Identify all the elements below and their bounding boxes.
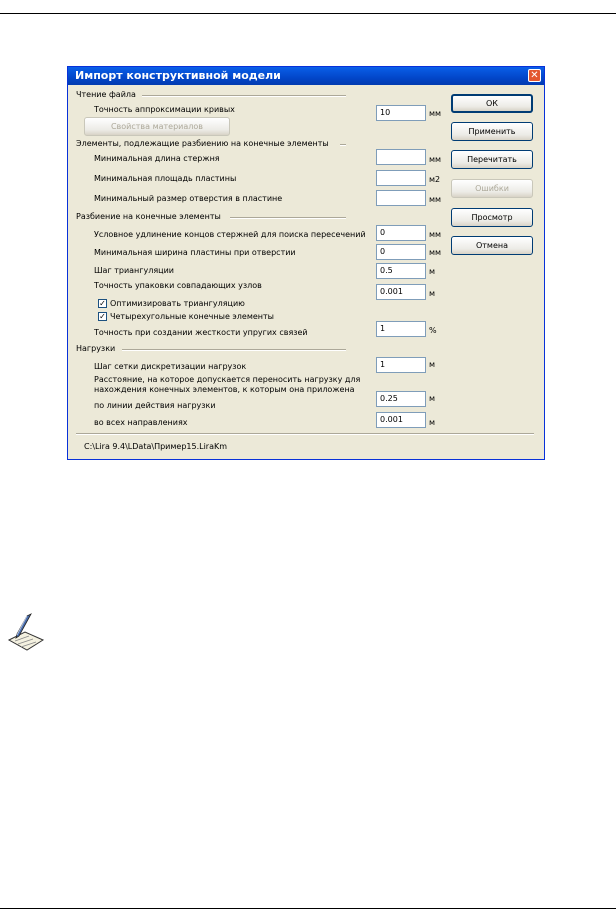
group-header-fe-split: Разбиение на конечные элементы bbox=[76, 212, 221, 221]
quad-elements-label: Четырехугольные конечные элементы bbox=[110, 312, 274, 321]
group-separator bbox=[122, 349, 346, 351]
curve-accuracy-label: Точность аппроксимации кривых bbox=[94, 105, 235, 114]
elastic-links-input[interactable]: 1 bbox=[376, 321, 426, 337]
all-directions-label: во всех направлениях bbox=[94, 418, 188, 427]
curve-accuracy-input[interactable]: 10 bbox=[376, 105, 426, 121]
node-packing-label: Точность упаковки совпадающих узлов bbox=[94, 281, 262, 290]
along-line-input[interactable]: 0.25 bbox=[376, 391, 426, 407]
min-bar-length-label: Минимальная длина стержня bbox=[94, 154, 220, 163]
along-line-unit: м bbox=[429, 394, 436, 403]
triangulation-step-unit: м bbox=[429, 267, 436, 276]
page-bottom-rule bbox=[0, 908, 616, 909]
file-path-status: C:\Lira 9.4\LData\Пример15.LiraKm bbox=[84, 442, 228, 451]
curve-accuracy-unit: мм bbox=[429, 109, 442, 118]
elastic-links-unit: % bbox=[429, 326, 437, 335]
close-icon[interactable]: ✕ bbox=[528, 69, 541, 82]
grid-step-label: Шаг сетки дискретизации нагрузок bbox=[94, 362, 247, 371]
grid-step-input[interactable]: 1 bbox=[376, 357, 426, 373]
optimize-triangulation-checkbox[interactable]: ✓ bbox=[99, 299, 106, 308]
cancel-button[interactable]: Отмена bbox=[451, 236, 533, 255]
page-top-rule bbox=[0, 13, 616, 14]
pen-note-icon bbox=[5, 610, 45, 654]
triangulation-step-input[interactable]: 0.5 bbox=[376, 263, 426, 279]
group-separator bbox=[230, 217, 346, 219]
node-packing-input[interactable]: 0.001 bbox=[376, 284, 426, 300]
group-header-file-read: Чтение файла bbox=[76, 90, 136, 99]
node-packing-unit: м bbox=[429, 289, 436, 298]
import-structural-model-dialog bbox=[67, 66, 545, 460]
group-separator bbox=[142, 95, 346, 97]
all-directions-input[interactable]: 0.001 bbox=[376, 412, 426, 428]
grid-step-unit: м bbox=[429, 360, 436, 369]
transfer-distance-label-line1: Расстояние, на которое допускается переносить нагрузку для bbox=[94, 375, 361, 384]
min-hole-size-unit: мм bbox=[429, 195, 442, 204]
min-plate-width-unit: мм bbox=[429, 248, 442, 257]
quad-elements-checkbox[interactable]: ✓ bbox=[99, 312, 106, 321]
min-bar-length-input[interactable] bbox=[376, 149, 426, 165]
transfer-distance-label-line2: нахождения конечных элементов, к которым она приложена bbox=[94, 385, 355, 394]
group-header-loads: Нагрузки bbox=[76, 344, 116, 353]
triangulation-step-label: Шаг триангуляции bbox=[94, 266, 174, 275]
optimize-triangulation-label: Оптимизировать триангуляцию bbox=[110, 299, 245, 308]
elastic-links-label: Точность при создании жесткости упругих связей bbox=[94, 328, 308, 337]
along-line-label: по линии действия нагрузки bbox=[94, 401, 216, 410]
reread-button[interactable]: Перечитать bbox=[451, 150, 533, 169]
min-plate-width-input[interactable]: 0 bbox=[376, 244, 426, 260]
bar-extension-unit: мм bbox=[429, 230, 442, 239]
group-header-subject-elements: Элементы, подлежащие разбиению на конечные элементы bbox=[76, 139, 329, 148]
min-plate-area-unit: м2 bbox=[429, 175, 441, 184]
title-bar[interactable] bbox=[68, 67, 544, 85]
min-plate-area-label: Минимальная площадь пластины bbox=[94, 174, 237, 183]
ok-button[interactable]: ОК bbox=[451, 94, 533, 113]
status-separator bbox=[76, 433, 534, 435]
errors-button[interactable]: Ошибки bbox=[451, 179, 533, 198]
min-hole-size-input[interactable] bbox=[376, 190, 426, 206]
preview-button[interactable]: Просмотр bbox=[451, 208, 533, 227]
min-plate-area-input[interactable] bbox=[376, 170, 426, 186]
apply-button[interactable]: Применить bbox=[451, 122, 533, 141]
bar-extension-input[interactable]: 0 bbox=[376, 225, 426, 241]
min-bar-length-unit: мм bbox=[429, 155, 442, 164]
min-plate-width-label: Минимальная ширина пластины при отверстии bbox=[94, 248, 296, 257]
material-properties-button[interactable]: Свойства материалов bbox=[84, 117, 230, 136]
min-hole-size-label: Минимальный размер отверстия в пластине bbox=[94, 194, 283, 203]
group-separator bbox=[340, 144, 346, 146]
bar-extension-label: Условное удлинение концов стержней для поиска пересечений bbox=[94, 230, 366, 239]
all-directions-unit: м bbox=[429, 418, 436, 427]
dialog-title: Импорт конструктивной модели bbox=[75, 69, 281, 82]
